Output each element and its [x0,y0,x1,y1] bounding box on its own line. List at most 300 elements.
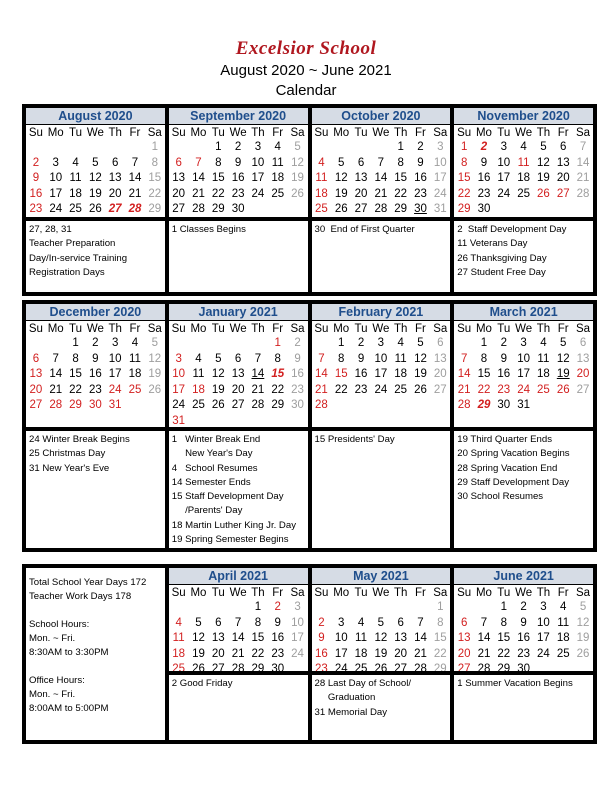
calendar-day: 17 [49,187,63,200]
calendar-day: 2 [92,337,99,349]
calendar-day: 8 [338,352,345,365]
weekday-label: We [372,586,390,599]
calendar-day: 3 [377,337,385,349]
calendar-day: 5 [215,352,222,365]
calendar-day: 6 [175,156,182,169]
calendar-day: 15 [251,632,265,644]
calendar-day: 9 [274,616,281,629]
weekday-label: Fr [272,126,284,139]
calendar-cell [167,673,310,742]
calendar-day: 5 [338,156,345,169]
calendar-day: 4 [274,141,281,153]
calendar-day: 16 [315,647,328,660]
calendar-day: 26 [148,383,162,396]
calendar-day: 6 [234,352,242,365]
weekday-label: Fr [415,586,426,599]
calendar-day: 30 [477,203,491,215]
calendar-day: 24 [497,187,511,200]
calendar-day: 29 [251,663,265,673]
calendar-day: 26 [576,647,590,660]
calendar-day: 3 [437,141,444,153]
month-notes: 2 Good Friday [171,678,233,689]
calendar-day: 18 [69,187,82,200]
calendar-day: 29 [433,663,447,673]
calendar-day: 8 [274,352,281,365]
calendar-day: 20 [29,383,43,396]
calendar-day: 6 [111,156,119,169]
calendar-day: 28 [315,399,328,411]
calendar-day: 5 [417,337,424,349]
weekday-label: Tu [497,586,511,599]
calendar-day: 27 [108,203,122,215]
weekday-label: Mo [47,322,64,335]
calendar-day: 11 [315,172,328,184]
month-title: March 2021 [454,304,593,321]
calendar-day: 6 [560,141,567,153]
calendar-day: 25 [537,383,550,396]
calendar-day: 2 [357,337,365,349]
weekday-label: Tu [211,126,225,139]
calendar-day: 5 [540,141,547,153]
calendar-cell [452,429,595,550]
calendar-day: 25 [172,663,186,673]
calendar-day: 3 [111,337,119,349]
calendar-day: 12 [414,352,427,365]
weekday-label: Su [457,586,472,599]
month-notes: 1 Winter Break End New Year's Day 4 School Resumes 14 Semester Ends 15 Staff Development Day /Parents' Day 18 Martin Luther King Jr. Day 19 Spring Semester Begins [171,434,296,546]
calendar-day: 22 [394,187,408,200]
weekday-label: We [229,322,247,335]
calendar-day: 25 [394,383,408,396]
month-title: January 2021 [169,304,308,321]
calendar-day: 13 [394,632,408,644]
calendar-day: 11 [537,352,550,365]
calendar-day: 27 [172,203,186,215]
calendar-day: 28 [477,663,491,673]
calendar-cell [167,302,310,429]
calendar-day: 21 [315,383,328,396]
calendar-day: 8 [480,352,488,365]
calendar-day: 27 [29,399,43,411]
calendar-day: 13 [108,172,122,184]
calendar-day: 11 [355,632,367,644]
calendar-day: 16 [231,172,245,184]
school-info: Total School Year Days 172 Teacher Work Days 178 School Hours: Mon. ~ Fri. 8:30AM to 3:30PM Office Hours: Mon. ~ Fri. 8:00AM to 5:00PM [29,577,147,714]
weekday-label: We [86,126,104,139]
calendar-day: 19 [576,632,590,644]
calendar-day: 25 [128,383,142,396]
calendar-day: 25 [192,399,205,411]
month-notes: 19 Third Quarter Ends 20 Spring Vacation Begins 28 Spring Vacation End 29 Staff Development Day 30 School Resumes [457,434,570,503]
calendar-day: 25 [315,203,328,215]
calendar-day: 10 [172,368,186,380]
weekday-label: Mo [47,126,64,139]
calendar-day: 20 [108,187,122,200]
calendar-day: 24 [108,383,122,396]
calendar-day: 10 [108,352,122,365]
calendar-day: 6 [437,337,444,349]
calendar-day: 7 [254,352,262,365]
weekday-label: We [515,126,533,139]
weekday-label: Mo [190,126,207,139]
calendar-day: 13 [576,352,590,365]
weekday-label: Tu [354,322,368,335]
weekday-label: Su [28,126,43,139]
calendar-day: 21 [414,647,427,660]
calendar-day: 8 [72,352,79,365]
calendar-day: 1 [500,601,507,613]
calendar-day: 24 [433,187,447,200]
calendar-day: 4 [520,141,527,153]
calendar-row-2 [22,300,597,552]
calendar-day: 2 [234,141,242,153]
calendar-day: 24 [374,383,388,396]
calendar-day: 10 [374,352,388,365]
month-title: September 2020 [169,108,308,125]
calendar-day: 23 [315,663,328,673]
weekday-label: Fr [557,322,569,335]
weekday-label: Su [171,126,186,139]
calendar-cell [310,673,453,742]
calendar-day: 16 [477,172,491,184]
calendar-day: 7 [195,156,202,169]
calendar-day: 18 [271,172,285,184]
calendar-day: 11 [172,632,185,644]
weekday-label: Sa [433,586,448,599]
calendar-cell [452,106,595,219]
calendar-day: 21 [477,647,491,660]
weekday-label: Mo [475,126,492,139]
month-calendar [26,108,165,219]
calendar-day: 23 [517,647,530,660]
calendar-cell [310,106,453,219]
calendar-day: 11 [394,352,407,365]
calendar-day: 20 [211,647,225,660]
weekday-label: Fr [557,126,569,139]
calendar-day: 7 [417,616,424,629]
calendar-day: 2 [32,156,40,169]
calendar-day: 28 [49,399,63,411]
weekday-label: Su [314,126,329,139]
calendar-day: 16 [414,172,427,184]
calendar-cell [167,219,310,294]
calendar-day: 12 [576,616,590,629]
weekday-label: Sa [576,126,591,139]
calendar-day: 6 [460,616,468,629]
month-notes: 15 Presidents' Day [314,434,395,445]
calendar-day: 16 [271,632,285,644]
calendar-day: 27 [457,663,471,673]
calendar-day: 19 [192,647,205,660]
calendar-day: 1 [437,601,444,613]
calendar-day: 28 [576,187,590,200]
calendar-day: 15 [148,172,162,184]
calendar-day: 23 [231,187,245,200]
month-calendar [169,108,308,218]
calendar-day: 28 [128,203,142,215]
calendar-day: 3 [254,141,262,153]
calendar-day: 19 [374,647,388,660]
calendar-cell [24,302,167,429]
calendar-day: 23 [354,383,368,396]
weekday-label: Mo [190,586,207,599]
weekday-label: Mo [190,322,207,335]
calendar-day: 24 [334,663,348,673]
calendar-day: 20 [231,383,245,396]
weekday-label: Mo [475,586,492,599]
calendar-day: 22 [251,647,265,660]
calendar-day: 17 [334,647,348,660]
month-notes: 28 Last Day of School/ Graduation 31 Memorial Day [314,678,412,718]
calendar-day: 2 [480,141,488,153]
calendar-day: 3 [175,352,182,365]
calendar-day: 18 [394,368,408,380]
calendar-day: 27 [576,383,590,396]
calendar-day: 14 [477,632,491,644]
calendar-day: 13 [172,172,186,184]
calendar-day: 25 [354,663,368,673]
calendar-day: 21 [231,647,245,660]
calendar-day: 22 [433,647,447,660]
month-calendar [169,304,308,429]
calendar-day: 15 [69,368,82,380]
calendar-day: 11 [271,156,284,169]
calendar-day: 6 [357,156,365,169]
calendar-day: 30 [231,203,245,215]
month-calendar [26,304,165,414]
calendar-day: 30 [291,399,304,411]
weekday-label: We [515,322,533,335]
calendar-day: 21 [576,172,590,184]
month-notes: 2 Staff Development Day 11 Veterans Day 26 Thanksgiving Day 27 Student Free Day [457,224,567,278]
calendar-day: 7 [579,141,587,153]
calendar-day: 26 [334,203,348,215]
calendar-day: 20 [556,172,570,184]
weekday-label: Fr [129,322,141,335]
weekday-label: Fr [129,126,141,139]
calendar-day: 15 [457,172,471,184]
calendar-day: 2 [274,601,281,613]
weekday-label: Tu [354,586,368,599]
calendar-day: 16 [29,187,43,200]
calendar-day: 9 [294,352,301,365]
calendar-day: 2 [500,337,507,349]
weekday-label: Mo [333,126,350,139]
calendar-day: 22 [148,187,162,200]
calendar-day: 17 [172,383,186,396]
calendar-day: 19 [414,368,427,380]
calendar-day: 15 [394,172,408,184]
calendar-day: 28 [374,203,388,215]
calendar-day: 3 [540,601,547,613]
calendar-day: 26 [291,187,304,200]
month-notes: 27, 28, 31 Teacher Preparation Day/In-service Training Registration Days [29,224,128,278]
calendar-day: 13 [433,352,447,365]
calendar-day: 1 [460,141,468,153]
calendar-day: 20 [433,368,447,380]
month-calendar [169,568,308,673]
calendar-day: 15 [211,172,225,184]
weekday-label: Mo [475,322,492,335]
calendar-day: 13 [231,368,245,380]
weekday-label: We [229,126,247,139]
weekday-label: We [372,322,390,335]
month-calendar [312,568,451,673]
weekday-label: Mo [333,322,350,335]
calendar-day: 29 [497,663,511,673]
calendar-day: 8 [500,616,507,629]
weekday-label: Th [393,126,408,139]
calendar-day: 3 [500,141,507,153]
calendar-day: 24 [517,383,530,396]
month-title: June 2021 [454,568,593,585]
calendar-day: 24 [49,203,63,215]
calendar-day: 30 [517,663,530,673]
calendar-day: 10 [433,156,447,169]
month-notes: 1 Summer Vacation Begins [457,678,573,689]
calendar-day: 21 [128,187,142,200]
weekday-label: Tu [69,322,83,335]
weekday-label: Tu [497,126,511,139]
weekday-label: Th [251,322,265,335]
page-title: Calendar [275,82,337,99]
calendar-day: 18 [517,172,530,184]
calendar-day: 7 [480,616,488,629]
calendar-day: 5 [195,616,202,629]
calendar-day: 22 [69,383,82,396]
calendar-day: 19 [88,187,102,200]
calendar-cell [310,219,453,294]
calendar-day: 3 [520,337,527,349]
calendar-day: 9 [32,172,40,184]
calendar-day: 12 [148,352,162,365]
calendar-day: 1 [480,337,488,349]
calendar-day: 15 [433,632,447,644]
calendar-day: 28 [457,399,471,411]
calendar-day: 1 [215,141,222,153]
calendar-day: 31 [172,414,186,427]
calendar-day: 26 [414,383,427,396]
weekday-label: Tu [69,126,83,139]
calendar-day: 17 [517,368,530,380]
calendar-day: 22 [334,383,348,396]
calendar-day: 7 [318,352,325,365]
calendar-day: 12 [374,632,388,644]
calendar-day: 7 [460,352,468,365]
calendar-row-1 [22,104,597,296]
calendar-day: 12 [88,172,102,184]
calendar-cell [167,106,310,219]
calendar-cell [24,106,167,219]
weekday-label: Sa [290,322,305,335]
weekday-label: Sa [290,586,305,599]
calendar-day: 23 [414,187,427,200]
weekday-label: Su [28,322,43,335]
calendar-day: 29 [211,203,225,215]
calendar-day: 22 [457,187,471,200]
calendar-day: 16 [291,368,304,380]
calendar-day: 15 [271,368,285,380]
calendar-day: 29 [457,203,471,215]
calendar-day: 30 [271,663,285,673]
date-range: August 2020 ~ June 2021 [220,62,392,79]
month-calendar [312,304,451,414]
calendar-day: 10 [537,616,550,629]
calendar-day: 7 [52,352,59,365]
calendar-day: 21 [49,383,63,396]
calendar-day: 5 [579,601,587,613]
calendar-day: 24 [251,187,265,200]
weekday-label: Th [393,322,408,335]
month-title: May 2021 [312,568,451,585]
calendar-day: 23 [497,383,511,396]
calendar-day: 12 [291,156,304,169]
calendar-cell [167,566,310,673]
calendar-day: 20 [394,647,408,660]
calendar-day: 5 [294,141,301,153]
weekday-label: Tu [354,126,368,139]
calendar-day: 30 [88,399,102,411]
weekday-label: Th [536,322,551,335]
calendar-day: 17 [251,172,265,184]
calendar-day: 28 [414,663,427,673]
calendar-day: 29 [394,203,408,215]
calendar-day: 5 [151,337,159,349]
calendar-day: 13 [29,368,43,380]
calendar-day: 1 [254,601,262,613]
school-name: Excelsior School [235,38,377,59]
calendar-day: 19 [556,368,570,380]
month-notes: 30 End of First Quarter [314,224,415,235]
calendar-day: 20 [354,187,368,200]
calendar-day: 23 [477,187,491,200]
calendar-cell [310,566,453,673]
calendar-day: 12 [334,172,348,184]
calendar-day: 8 [151,156,159,169]
calendar-day: 23 [271,647,285,660]
calendar-day: 25 [517,187,530,200]
weekday-label: We [515,586,533,599]
month-title: December 2020 [26,304,165,321]
calendar-day: 31 [433,203,447,215]
weekday-label: Fr [415,322,426,335]
calendar-day: 14 [49,368,63,380]
weekday-label: Su [457,322,472,335]
weekday-label: Th [536,126,551,139]
calendar-day: 11 [192,368,205,380]
calendar-day: 26 [374,663,388,673]
weekday-label: Su [314,322,329,335]
calendar-day: 4 [540,337,547,349]
weekday-label: Sa [433,322,448,335]
calendar-day: 18 [537,368,550,380]
weekday-label: Fr [272,322,284,335]
calendar-day: 17 [291,632,304,644]
month-title: November 2020 [454,108,593,125]
calendar-day: 24 [537,647,550,660]
weekday-label: Tu [211,322,225,335]
calendar-cell [452,673,595,742]
calendar-day: 27 [394,663,408,673]
calendar-day: 27 [433,383,447,396]
calendar-cell [452,566,595,673]
month-calendar [454,304,593,414]
calendar-day: 20 [457,647,471,660]
calendar-day: 31 [517,399,530,411]
calendar-day: 19 [291,172,304,184]
calendar-day: 19 [334,187,348,200]
weekday-label: Mo [333,586,350,599]
